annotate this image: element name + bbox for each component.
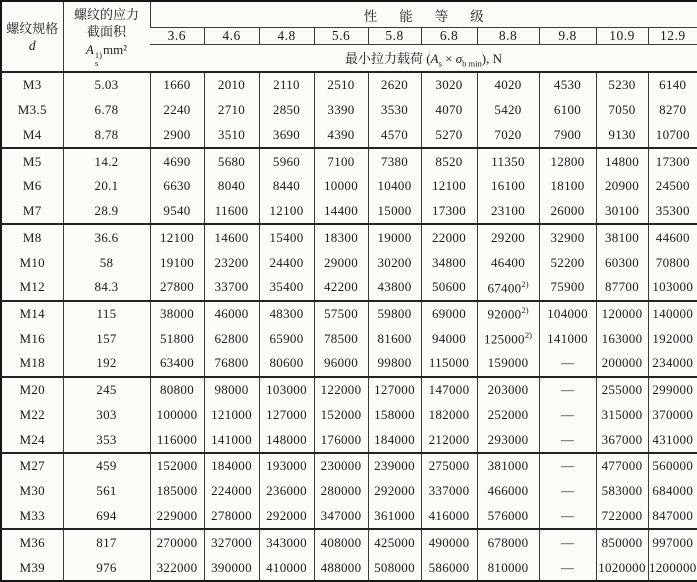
load-value-cell: 9540 (150, 199, 204, 225)
load-value-cell: 127000 (368, 377, 421, 403)
load-value-cell: 7020 (477, 122, 539, 148)
load-value-cell: 17300 (648, 148, 697, 174)
load-value-cell: 184000 (204, 453, 259, 479)
load-value-cell: 810000 (477, 555, 539, 581)
load-value-cell: 120000 (596, 301, 648, 327)
thread-spec-cell: M39 (19, 559, 45, 575)
stress-area-cell: 14.2 (63, 148, 150, 174)
thread-spec-cell: M22 (19, 406, 45, 422)
load-value-cell: 163000 (596, 326, 648, 351)
load-value-cell: 337000 (421, 479, 477, 504)
load-value-cell: — (539, 504, 596, 530)
table-row (1, 351, 697, 377)
load-value-cell: 4020 (477, 72, 539, 98)
stress-area-cell: 192 (63, 351, 150, 377)
load-value-cell: 152000 (150, 453, 204, 479)
load-value-cell: 12800 (539, 148, 596, 174)
thread-spec-cell: M18 (19, 355, 45, 371)
stress-area-cell: 115 (63, 301, 150, 327)
property-class-title: 性能等级 (150, 1, 697, 28)
load-value-cell: 148000 (259, 427, 314, 453)
load-value-cell: 14600 (204, 224, 259, 250)
load-value-cell: 11600 (204, 199, 259, 225)
load-value-cell: 11350 (477, 148, 539, 174)
table-row (1, 301, 697, 327)
load-value-cell: 6630 (150, 174, 204, 199)
table-row (1, 529, 697, 555)
load-value-cell: 24500 (648, 174, 697, 199)
load-value-cell: 7050 (596, 98, 648, 123)
load-value-cell: 2510 (314, 72, 368, 98)
load-value-cell: 152000 (314, 403, 368, 428)
load-value-cell: 583000 (596, 479, 648, 504)
load-value-cell: 10700 (648, 122, 697, 148)
load-value-cell: 104000 (539, 301, 596, 327)
load-value-cell: 488000 (314, 555, 368, 581)
load-value-cell: 29200 (477, 224, 539, 250)
load-value-cell: 34800 (421, 250, 477, 275)
load-value-cell: 32900 (539, 224, 596, 250)
thread-spec-cell: M24 (19, 431, 45, 447)
table-row (1, 504, 697, 530)
table-row (1, 72, 697, 98)
table-row (1, 275, 697, 301)
load-value-cell: 69000 (421, 301, 477, 327)
load-value-cell: — (539, 351, 596, 377)
load-value-cell: — (539, 427, 596, 453)
load-value-cell: 5270 (421, 122, 477, 148)
col-header-thread-spec (1, 1, 63, 72)
load-value-cell: 20900 (596, 174, 648, 199)
load-value-cell: 147000 (421, 377, 477, 403)
load-value-cell: 46400 (477, 250, 539, 275)
load-value-cell: 14800 (596, 148, 648, 174)
load-value-cell: 8270 (648, 98, 697, 123)
stress-area-title-line2: 截面积 (86, 24, 126, 39)
load-value-cell: 192000 (648, 326, 697, 351)
load-value-cell: 315000 (596, 403, 648, 428)
load-value-cell: 4390 (314, 122, 368, 148)
table-row (1, 122, 697, 148)
load-value-cell: 10400 (368, 174, 421, 199)
load-value-cell: 203000 (477, 377, 539, 403)
load-value-cell: 280000 (314, 479, 368, 504)
thread-spec-cell: M7 (22, 203, 42, 219)
load-value-cell: 141000 (539, 326, 596, 351)
stress-area-cell: 817 (63, 529, 150, 555)
load-value-cell: 3510 (204, 122, 259, 148)
load-value-cell: 63400 (150, 351, 204, 377)
load-value-cell: 8440 (259, 174, 314, 199)
load-value-cell: 23100 (477, 199, 539, 225)
table-row (1, 377, 697, 403)
load-value-cell: 18100 (539, 174, 596, 199)
load-value-cell: 212000 (421, 427, 477, 453)
table-row (1, 199, 697, 225)
stress-area-cell: 58 (63, 250, 150, 275)
load-value-cell: 299000 (648, 377, 697, 403)
stress-area-cell: 84.3 (63, 275, 150, 301)
load-value-cell: 239000 (368, 453, 421, 479)
load-value-cell: 18300 (314, 224, 368, 250)
load-value-cell: 65900 (259, 326, 314, 351)
load-value-cell: 12100 (421, 174, 477, 199)
load-value-cell: 38000 (150, 301, 204, 327)
load-value-cell: 80800 (150, 377, 204, 403)
load-value-cell: 12100 (259, 199, 314, 225)
load-value-cell: 29000 (314, 250, 368, 275)
load-value-cell: 410000 (259, 555, 314, 581)
load-value-cell: 2850 (259, 98, 314, 123)
load-value-cell: 586000 (421, 555, 477, 581)
load-value-cell: 2240 (150, 98, 204, 123)
load-value-cell: — (539, 479, 596, 504)
load-value-cell: 678000 (477, 529, 539, 555)
load-value-cell: 684000 (648, 479, 697, 504)
stress-area-cell: 459 (63, 453, 150, 479)
thread-spec-cell: M30 (19, 483, 45, 499)
thread-spec-cell: M27 (1, 453, 63, 479)
load-value-cell: 2710 (204, 98, 259, 123)
load-value-cell: 17300 (421, 199, 477, 225)
property-class-cell: 9.8 (539, 28, 596, 45)
load-value-cell: 5420 (477, 98, 539, 123)
load-value-cell: 8040 (204, 174, 259, 199)
table-row (1, 326, 697, 351)
load-value-cell: 52200 (539, 250, 596, 275)
load-value-cell: 103000 (259, 377, 314, 403)
load-value-cell: 67400$^{2)}$ (477, 275, 539, 301)
load-value-cell: 96000 (314, 351, 368, 377)
load-value-cell: 48300 (259, 301, 314, 327)
load-value-cell: 99800 (368, 351, 421, 377)
load-value-cell: 200000 (596, 351, 648, 377)
thread-spec-title: 螺纹规格 (6, 20, 59, 36)
property-class-cell: 5.8 (368, 28, 421, 45)
load-value-cell: 19100 (150, 250, 204, 275)
load-value-cell: 576000 (477, 504, 539, 530)
load-value-cell: 1200000 (648, 555, 697, 581)
table-row (1, 250, 697, 275)
load-value-cell: 5230 (596, 72, 648, 98)
load-value-cell: 3390 (314, 98, 368, 123)
stress-area-cell: 6.78 (63, 98, 150, 123)
load-value-cell: 60300 (596, 250, 648, 275)
load-value-cell: 98000 (204, 377, 259, 403)
load-value-cell: 2620 (368, 72, 421, 98)
load-value-cell: 2110 (259, 72, 314, 98)
load-value-cell: 292000 (368, 479, 421, 504)
col-header-stress-area (63, 1, 150, 72)
load-value-cell: 14400 (314, 199, 368, 225)
thread-spec-cell: M3 (22, 77, 42, 93)
thread-spec-symbol: d (28, 37, 36, 53)
load-value-cell: 4530 (539, 72, 596, 98)
load-value-cell: 26000 (539, 199, 596, 225)
load-value-cell: 15400 (259, 224, 314, 250)
load-value-cell: — (539, 529, 596, 555)
thread-spec-cell: M12 (19, 279, 45, 295)
thread-spec-cell: M16 (19, 330, 45, 346)
load-value-cell: 182000 (421, 403, 477, 428)
stress-area-cell: 157 (63, 326, 150, 351)
load-value-cell: 122000 (314, 377, 368, 403)
property-class-cell: 10.9 (596, 28, 648, 45)
load-value-cell: — (539, 377, 596, 403)
min-tensile-load-header: 最小拉力载荷 $(A_s \times \sigma_{b min})$, N (150, 45, 697, 73)
load-value-cell: 5680 (204, 148, 259, 174)
load-value-cell: 103000 (648, 275, 697, 301)
stress-area-cell: 694 (63, 504, 150, 530)
load-value-cell: 24400 (259, 250, 314, 275)
thread-spec-cell: M8 (1, 224, 63, 250)
load-value-cell: 43800 (368, 275, 421, 301)
load-value-cell: 3690 (259, 122, 314, 148)
load-value-cell: 78500 (314, 326, 368, 351)
table-row (1, 427, 697, 453)
load-value-cell: 193000 (259, 453, 314, 479)
load-value-cell: 7900 (539, 122, 596, 148)
load-value-cell: 270000 (150, 529, 204, 555)
load-value-cell: 15000 (368, 199, 421, 225)
property-class-cell: 5.6 (314, 28, 368, 45)
load-value-cell: 416000 (421, 504, 477, 530)
load-value-cell: 508000 (368, 555, 421, 581)
load-value-cell: 1020000 (596, 555, 648, 581)
load-value-cell: 38100 (596, 224, 648, 250)
load-value-cell: 343000 (259, 529, 314, 555)
load-value-cell: 997000 (648, 529, 697, 555)
load-value-cell: 431000 (648, 427, 697, 453)
load-value-cell: 255000 (596, 377, 648, 403)
load-value-cell: 1660 (150, 72, 204, 98)
table-row (1, 453, 697, 479)
load-value-cell: 229000 (150, 504, 204, 530)
load-value-cell: 94000 (421, 326, 477, 351)
load-value-cell: 6140 (648, 72, 697, 98)
load-value-cell: 19000 (368, 224, 421, 250)
load-value-cell: 33700 (204, 275, 259, 301)
table-row (1, 479, 697, 504)
load-value-cell: 275000 (421, 453, 477, 479)
load-value-cell: 35300 (648, 199, 697, 225)
table-row (1, 224, 697, 250)
load-value-cell: 46000 (204, 301, 259, 327)
load-value-cell: 185000 (150, 479, 204, 504)
load-value-cell: 4690 (150, 148, 204, 174)
load-value-cell: 234000 (648, 351, 697, 377)
stress-area-cell: 561 (63, 479, 150, 504)
load-value-cell: — (539, 555, 596, 581)
load-value-cell: 293000 (477, 427, 539, 453)
thread-spec-cell: M33 (19, 507, 45, 523)
load-value-cell: 292000 (259, 504, 314, 530)
property-class-cell: 6.8 (421, 28, 477, 45)
load-value-cell: 425000 (368, 529, 421, 555)
load-value-cell: 847000 (648, 504, 697, 530)
load-value-cell: 158000 (368, 403, 421, 428)
stress-area-cell: 20.1 (63, 174, 150, 199)
load-value-cell: 92000$^{2)}$ (477, 301, 539, 327)
stress-area-cell: 245 (63, 377, 150, 403)
load-value-cell: 322000 (150, 555, 204, 581)
load-value-cell: 361000 (368, 504, 421, 530)
load-value-cell: 12100 (150, 224, 204, 250)
load-value-cell: 347000 (314, 504, 368, 530)
load-value-cell: 184000 (368, 427, 421, 453)
load-value-cell: 722000 (596, 504, 648, 530)
load-value-cell: — (539, 453, 596, 479)
load-value-cell: 224000 (204, 479, 259, 504)
load-value-cell: 115000 (421, 351, 477, 377)
load-value-cell: 42200 (314, 275, 368, 301)
load-value-cell: 127000 (259, 403, 314, 428)
load-value-cell: 466000 (477, 479, 539, 504)
thread-spec-cell: M20 (1, 377, 63, 403)
property-class-cell: 4.6 (204, 28, 259, 45)
table-row (1, 403, 697, 428)
load-value-cell: 3020 (421, 72, 477, 98)
load-value-cell: 490000 (421, 529, 477, 555)
load-value-cell: 57500 (314, 301, 368, 327)
load-value-cell: 70800 (648, 250, 697, 275)
load-value-cell: 850000 (596, 529, 648, 555)
load-value-cell: 408000 (314, 529, 368, 555)
stress-area-formula: A 1) s mm² (85, 42, 128, 68)
load-value-cell: 50600 (421, 275, 477, 301)
load-value-cell: 236000 (259, 479, 314, 504)
table-row (1, 98, 697, 123)
load-value-cell: 30200 (368, 250, 421, 275)
load-value-cell: 327000 (204, 529, 259, 555)
load-value-cell: 7100 (314, 148, 368, 174)
table-row (1, 555, 697, 581)
load-value-cell: 3530 (368, 98, 421, 123)
load-value-cell: 2010 (204, 72, 259, 98)
load-value-cell: 4070 (421, 98, 477, 123)
load-value-cell: 30100 (596, 199, 648, 225)
load-value-cell: 390000 (204, 555, 259, 581)
thread-spec-cell: M5 (1, 148, 63, 174)
load-value-cell: 7380 (368, 148, 421, 174)
load-value-cell: 140000 (648, 301, 697, 327)
load-value-cell: 141000 (204, 427, 259, 453)
thread-spec-cell: M6 (22, 178, 42, 194)
thread-spec-cell: M10 (19, 254, 45, 270)
load-value-cell: 121000 (204, 403, 259, 428)
load-value-cell: 5960 (259, 148, 314, 174)
stress-area-cell: 976 (63, 555, 150, 581)
load-value-cell: 252000 (477, 403, 539, 428)
load-value-cell: 59800 (368, 301, 421, 327)
load-value-cell: 116000 (150, 427, 204, 453)
load-value-cell: 51800 (150, 326, 204, 351)
stress-area-cell: 303 (63, 403, 150, 428)
load-value-cell: 278000 (204, 504, 259, 530)
load-value-cell: 27800 (150, 275, 204, 301)
load-value-cell: 62800 (204, 326, 259, 351)
load-value-cell: 8520 (421, 148, 477, 174)
property-class-cell: 12.9 (648, 28, 697, 45)
load-value-cell: 87700 (596, 275, 648, 301)
stress-area-cell: 353 (63, 427, 150, 453)
load-value-cell: 176000 (314, 427, 368, 453)
load-value-cell: 81600 (368, 326, 421, 351)
load-value-cell: 4570 (368, 122, 421, 148)
load-value-cell: 370000 (648, 403, 697, 428)
load-value-cell: 9130 (596, 122, 648, 148)
load-value-cell: 16100 (477, 174, 539, 199)
load-value-cell: 35400 (259, 275, 314, 301)
property-class-cell: 3.6 (150, 28, 204, 45)
property-class-cell: 4.8 (259, 28, 314, 45)
load-value-cell: 477000 (596, 453, 648, 479)
load-value-cell: 75900 (539, 275, 596, 301)
property-class-cell: 8.8 (477, 28, 539, 45)
load-value-cell: 80600 (259, 351, 314, 377)
load-value-cell: 44600 (648, 224, 697, 250)
thread-spec-cell: M36 (1, 529, 63, 555)
load-value-cell: 125000$^{2)}$ (477, 326, 539, 351)
stress-area-cell: 28.9 (63, 199, 150, 225)
load-value-cell: 560000 (648, 453, 697, 479)
thread-spec-cell: M14 (1, 301, 63, 327)
load-value-cell: 381000 (477, 453, 539, 479)
load-value-cell: 23200 (204, 250, 259, 275)
thread-spec-cell: M3.5 (17, 102, 47, 118)
stress-area-cell: 8.78 (63, 122, 150, 148)
table-row (1, 148, 697, 174)
table-row (1, 174, 697, 199)
load-value-cell: 22000 (421, 224, 477, 250)
load-value-cell: 6100 (539, 98, 596, 123)
stress-area-cell: 36.6 (63, 224, 150, 250)
load-value-cell: 159000 (477, 351, 539, 377)
thread-spec-cell: M4 (22, 126, 42, 142)
stress-area-cell: 5.03 (63, 72, 150, 98)
load-value-cell: — (539, 403, 596, 428)
load-value-cell: 10000 (314, 174, 368, 199)
stress-area-title-line1: 螺纹的应力 (73, 7, 139, 22)
load-value-cell: 100000 (150, 403, 204, 428)
load-value-cell: 2900 (150, 122, 204, 148)
load-value-cell: 230000 (314, 453, 368, 479)
load-value-cell: 76800 (204, 351, 259, 377)
load-value-cell: 367000 (596, 427, 648, 453)
